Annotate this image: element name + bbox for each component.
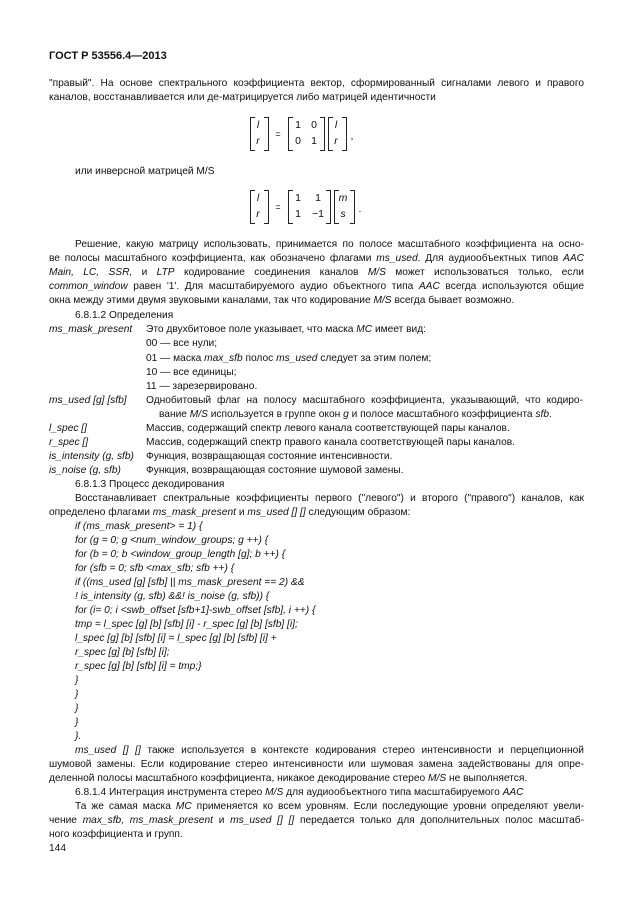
section-heading-definitions: 6.8.1.2 Определения [75,310,174,321]
code-line: } [75,689,79,700]
definition-term: r_spec [] [49,437,89,448]
definition-text: вание M/S используется в группе окон g и полосе масштабного коэффициента sfb. [159,409,552,420]
code-line: } [75,717,79,728]
code-line: r_spec [g] [b] [sfb] [i] = tmp;} [75,661,202,672]
code-line: }. [75,731,82,742]
matrix-cell: 1 [295,119,301,131]
matrix-cell: l [256,192,260,204]
paragraph-line: определено флагами ms_mask_present и ms_used [] [] следующим образом: [49,507,411,518]
matrix-cell: r [256,135,260,147]
page-header: ГОСТ Р 53556.4—2013 [49,50,167,62]
matrix-cell: 1 [295,208,301,220]
code-line: if (ms_mask_present> = 1) { [75,521,203,532]
matrix-cell: −1 [312,208,324,220]
paragraph-line: ms_used [] [] также используется в контексте кодирования стерео интенсивности и перцепционной [75,745,585,756]
definition-option: 10 — все единицы; [146,367,237,378]
definition-text: Массив, содержащий спектр левого канала соответствующей пары каналов. [146,423,510,434]
definition-text: Это двухбитовое поле указывает, что маска МС имеет вид: [146,324,427,335]
matrix-cell: 0 [295,135,301,147]
paragraph-line: ве полосы масштабного коэффициента, как обозначено флагами ms_used. Для аудиообъектных типов AAC [49,253,584,264]
code-line: ! is_intensity (g, sfb) &&! is_noise (g, sfb)) { [75,591,270,602]
matrix-cell: m [338,192,348,204]
code-line: for (g = 0; g <num_window_groups; g ++) { [75,535,269,546]
definition-term: ms_used [g] [sfb] [49,395,127,406]
final-paragraph [49,800,584,842]
matrix-cell: 1 [315,192,321,204]
paragraph-line: Решение, какую матрицу использовать, принимается по полосе масштабного коэффициента на осно- [75,239,584,250]
decode-intro-paragraph [49,492,584,520]
right-bracket [264,117,269,151]
definition-term: ms_mask_present [49,324,133,335]
right-bracket [264,190,269,224]
section-heading-integration: 6.8.1.4 Интеграция инструмента стерео M/S для аудиообъектного типа масштабируемого AAC [75,787,524,798]
paragraph-line: чение max_sfb, ms_mask_present и ms_used [] [] передается только для дополнительных полос масштаб- [49,815,584,826]
code-line: } [75,703,79,714]
definition-term: is_noise (g, sfb) [49,465,121,476]
code-line: r_spec [g] [b] [sfb] [i]; [75,647,170,658]
intro-line: "правый". На основе спектрального коэффициента вектор, сформированный сигналами левого и правого [49,78,584,89]
page-number: 144 [49,843,66,854]
definition-text: Массив, содержащий спектр правого канала соответствующей пары каналов. [146,437,516,448]
equals-sign: = [275,202,281,212]
definition-term: is_intensity (g, sfb) [49,451,134,462]
paragraph-line: ного коэффициента и групп. [49,829,183,840]
definition-option: 01 — маска max_sfb полос ms_used следует за этим полем; [146,353,432,364]
code-line: for (b = 0; b <window_group_length [g]; b ++) { [75,549,286,560]
trailing-punct: , [350,130,354,142]
after-code-paragraph [49,744,584,786]
identity-matrix-equation [250,117,370,151]
matrix-cell: r [334,135,338,147]
paragraph-line: деленной полосы масштабного коэффициента, никакое декодирование стерео M/S не выполняется. [49,773,528,784]
paragraph-line: Та же самая маска МС применяется ко всем уровням. Если последующие уровни определяют увели- [75,801,584,812]
definition-option: 11 — зарезервировано. [146,381,258,392]
intro-line: каналов, восстанавливается или де-матрицируется либо матрицей идентичности [49,92,436,103]
decision-paragraph [49,238,584,308]
code-line: for (i= 0; i <swb_offset [sfb+1]-swb_offset [sfb], i ++) { [75,605,316,616]
matrix-cell: 1 [311,135,317,147]
matrix-cell: l [334,119,338,131]
paragraph-line: окна между этими двумя звуковыми каналами, так что кодирование M/S всегда бывает возможно. [49,295,515,306]
paragraph-line: Восстанавливает спектральные коэффициенты первого ("левого") и второго ("правого") каналов, как [75,493,584,504]
paragraph-line: шумовой замены. Если кодирование стерео интенсивности или шумовая замена задействованы для опре- [49,759,584,770]
code-line: for (sfb = 0; sfb <max_sfb; sfb ++) { [75,563,235,574]
paragraph-line: common_window равен '1'. Для масштабируемого аудио объектного типа AAC всегда используются общие [49,281,584,292]
code-line: } [75,675,79,686]
ms-matrix-equation [250,190,380,224]
intro-paragraph [49,77,584,105]
trailing-punct: . [358,203,362,215]
right-bracket [326,190,331,224]
definition-term: l_spec [] [49,423,87,434]
code-line: l_spec [g] [b] [sfb] [i] = l_spec [g] [b] [sfb] [i] + [75,633,277,644]
definition-text: Однобитовый флаг на полосу масштабного коэффициента, указывающий, что кодиро- [146,395,583,406]
section-heading-decoding: 6.8.1.3 Процесс декодирования [75,479,225,490]
matrix-cell: 1 [295,192,301,204]
matrix-cell: r [256,208,260,220]
matrix-cell: l [256,119,260,131]
definition-text: Функция, возвращающая состояние интенсивности. [146,451,393,462]
code-line: tmp = l_spec [g] [b] [sfb] [i] - r_spec [g] [b] [sfb] [i]; [75,619,298,630]
definition-text: Функция, возвращающая состояние шумовой замены. [146,465,404,476]
definition-option: 00 — все нули; [146,338,218,349]
paragraph-line: Main, LC, SSR, и LTP кодирование соединения каналов M/S может использоваться только, если [49,267,584,278]
matrix-cell: 0 [311,119,317,131]
or-inverse-text: или инверсной матрицей M/S [75,166,215,177]
matrix-cell: s [340,208,346,220]
right-bracket [320,117,325,151]
equals-sign: = [275,129,281,139]
code-line: if ((ms_used [g] [sfb] || ms_mask_present == 2) && [75,577,305,588]
